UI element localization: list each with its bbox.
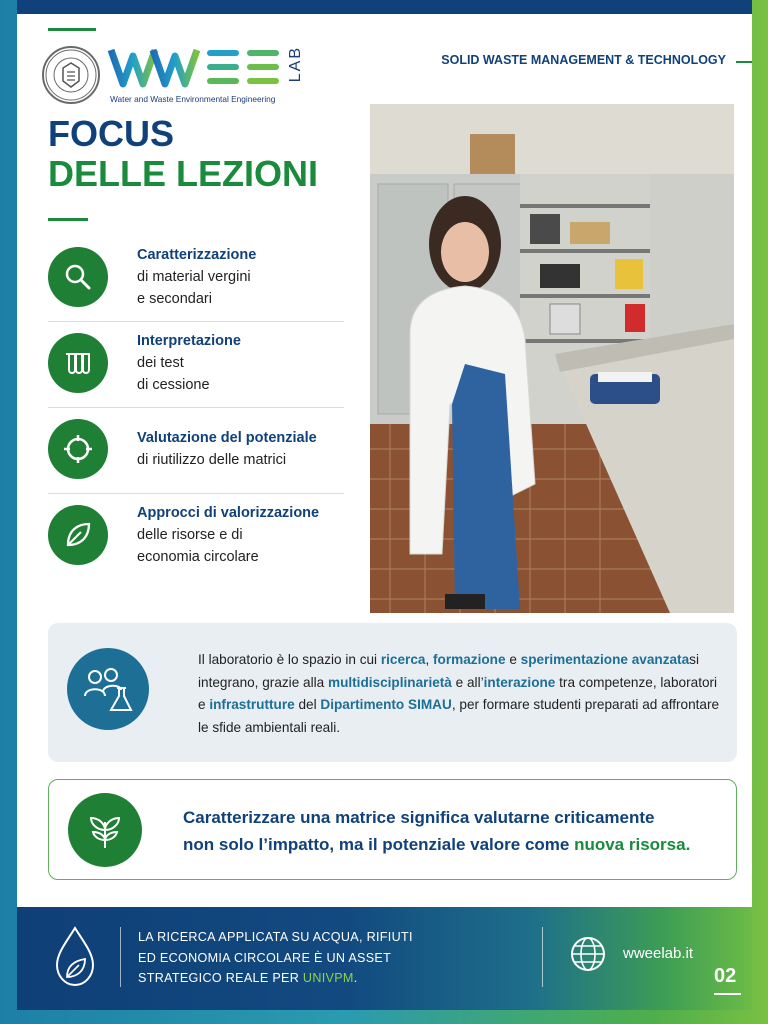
leaf-icon <box>48 505 108 565</box>
focus-item-line: di riutilizzo delle matrici <box>137 452 287 468</box>
page-number-underline <box>714 993 741 995</box>
top-strip <box>17 0 752 14</box>
title-line-2: DELLE LEZIONI <box>48 153 318 194</box>
focus-item-title: Approcci di valorizzazione <box>137 505 320 521</box>
footer-divider <box>120 927 121 987</box>
focus-item-line: economia circolare <box>137 549 259 565</box>
footer-highlight: UNIVPM <box>302 971 354 985</box>
page-number: 02 <box>714 965 737 987</box>
quote-highlight: nuova risorsa. <box>574 835 691 854</box>
header-tagline: SOLID WASTE MANAGEMENT & TECHNOLOGY <box>441 53 726 67</box>
focus-item <box>48 236 344 322</box>
info-highlight: formazione <box>433 652 506 667</box>
info-highlight: infrastrutture <box>209 697 295 712</box>
title-rule <box>48 218 88 221</box>
focus-item-line: e secondari <box>137 291 212 307</box>
focus-list <box>48 236 344 580</box>
info-paragraph: Il laboratorio è lo spazio in cui ricerca, formazione e sperimentazione avanzatasi integrano, grazie alla multidisciplinarietà e all’interazione tra competenze, laboratori e infrastrutture del Dipartimento SIMAU, per formare studenti preparati ad affrontare le sfide ambientali reali. <box>198 652 720 735</box>
people-flask-icon <box>67 648 149 730</box>
title-line-1: FOCUS <box>48 113 174 154</box>
quote-text <box>183 804 690 858</box>
focus-item-title: Interpretazione <box>137 333 241 349</box>
quote-line-2: non solo l’impatto, ma il potenziale valore come nuova risorsa. <box>183 835 691 854</box>
focus-item-line: delle risorse e di <box>137 527 243 543</box>
footer <box>17 907 752 1010</box>
sprout-icon <box>68 793 142 867</box>
info-highlight: multidisciplinarietà <box>327 674 452 690</box>
tagline-accent <box>736 61 752 63</box>
logo-subtitle: Water and Waste Environmental Engineering <box>110 94 276 104</box>
info-highlight: ricerca <box>380 652 426 667</box>
info-highlight: interazione <box>483 674 556 690</box>
footer-statement: LA RICERCA APPLICATA SU ACQUA, RIFIUTI ED ECONOMIA CIRCOLARE È UN ASSET STRATEGICO REALE PER UNIVPM. <box>138 930 413 985</box>
focus-item-line: dei test <box>137 355 184 371</box>
target-icon <box>48 419 108 479</box>
quote-box <box>48 779 737 880</box>
focus-item <box>48 322 344 408</box>
page-sheet <box>17 0 752 1010</box>
globe-icon <box>569 935 607 973</box>
lab-photo <box>370 104 734 613</box>
focus-item-line: di material vergini <box>137 269 251 285</box>
page-title <box>48 114 318 194</box>
logo-lab-label: LAB <box>287 46 304 83</box>
info-highlight: Dipartimento SIMAU <box>320 697 452 712</box>
footer-divider <box>542 927 543 987</box>
focus-item <box>48 408 344 494</box>
header-accent-bar <box>48 28 96 31</box>
info-highlight: sperimentazione avanzata <box>520 652 690 667</box>
magnifier-icon <box>48 247 108 307</box>
quote-line-1: Caratterizzare una matrice significa valutarne criticamente <box>183 808 655 827</box>
info-panel <box>48 623 737 762</box>
focus-item-line: di cessione <box>137 377 210 393</box>
focus-item <box>48 494 344 580</box>
water-leaf-icon <box>49 925 101 989</box>
focus-item-title: Caratterizzazione <box>137 247 257 263</box>
focus-item-title: Valutazione del potenziale <box>137 430 317 446</box>
university-seal-icon <box>42 46 100 104</box>
test-tubes-icon <box>48 333 108 393</box>
website-link[interactable]: wweelab.it <box>623 945 694 962</box>
